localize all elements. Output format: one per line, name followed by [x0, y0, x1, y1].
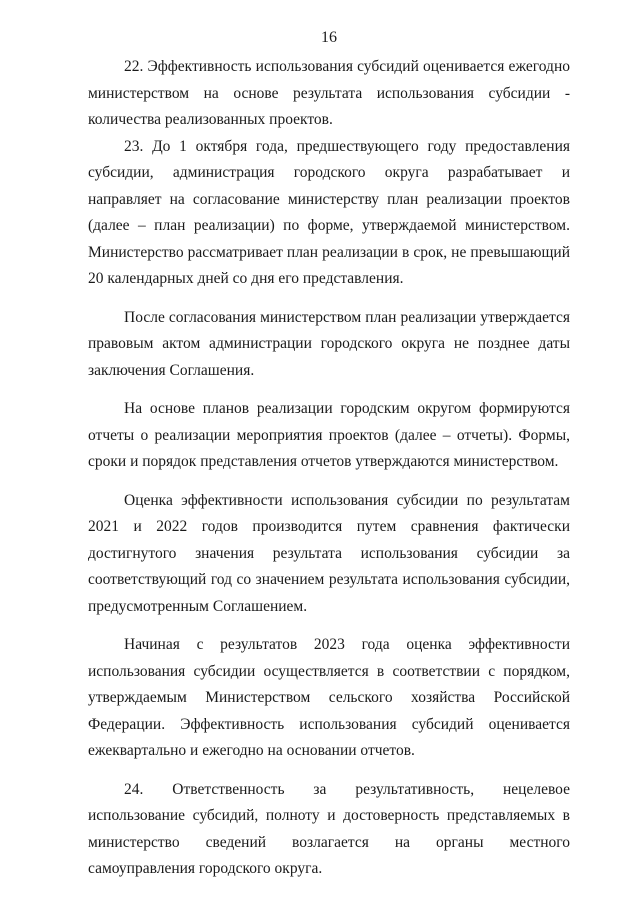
paragraph-reports: На основе планов реализации городским округом формируются отчеты о реализации мероприятия проектов (далее – отчеты). Формы, сроки и порядок представления отчетов утверждаются министерством. — [88, 400, 570, 470]
paragraph-evaluation-2021-2022: Оценка эффективности использования субсидии по результатам 2021 и 2022 годов производится путем сравнения фактически достигнутого значения результата использования субсидии за соответствующий год со значением результата использования субсидии, предусмотренным Соглашением. — [88, 491, 570, 615]
paragraph-23-plan-deadline: 23. До 1 октября года, предшествующего году предоставления субсидии, администрация городского округа разрабатывает и направляет на согласование министерству план реализации проектов (далее – план реализации) по форме, утверждаемой министерством. Министерство рассматривает план реализации в срок, не превышающий 20 календарных дней со дня его представления. — [88, 137, 570, 287]
paragraph-evaluation-2023: Начиная с результатов 2023 года оценка эффективности использования субсидии осуществляется в соответствии с порядком, утверждаемым Министерством сельского хозяйства Российской Федерации. Эффективность использования субсидий оценивается ежеквартально и ежегодно на основании отчетов. — [88, 636, 570, 759]
paragraph-22-efficiency: 22. Эффективность использования субсидий оценивается ежегодно министерством на основе результата использования субсидии - количества реализованных проектов. — [88, 58, 570, 128]
document-page — [88, 28, 570, 883]
paragraph-24-responsibility: 24. Ответственность за результативность, нецелевое использование субсидий, полноту и достоверность представляемых в министерство сведений возлагается на органы местного самоуправления городского округа. — [88, 780, 570, 877]
paragraph-plan-approval: После согласования министерством план реализации утверждается правовым актом администрации городского округа не позднее даты заключения Соглашения. — [88, 308, 570, 379]
page-number: 16 — [321, 29, 337, 46]
